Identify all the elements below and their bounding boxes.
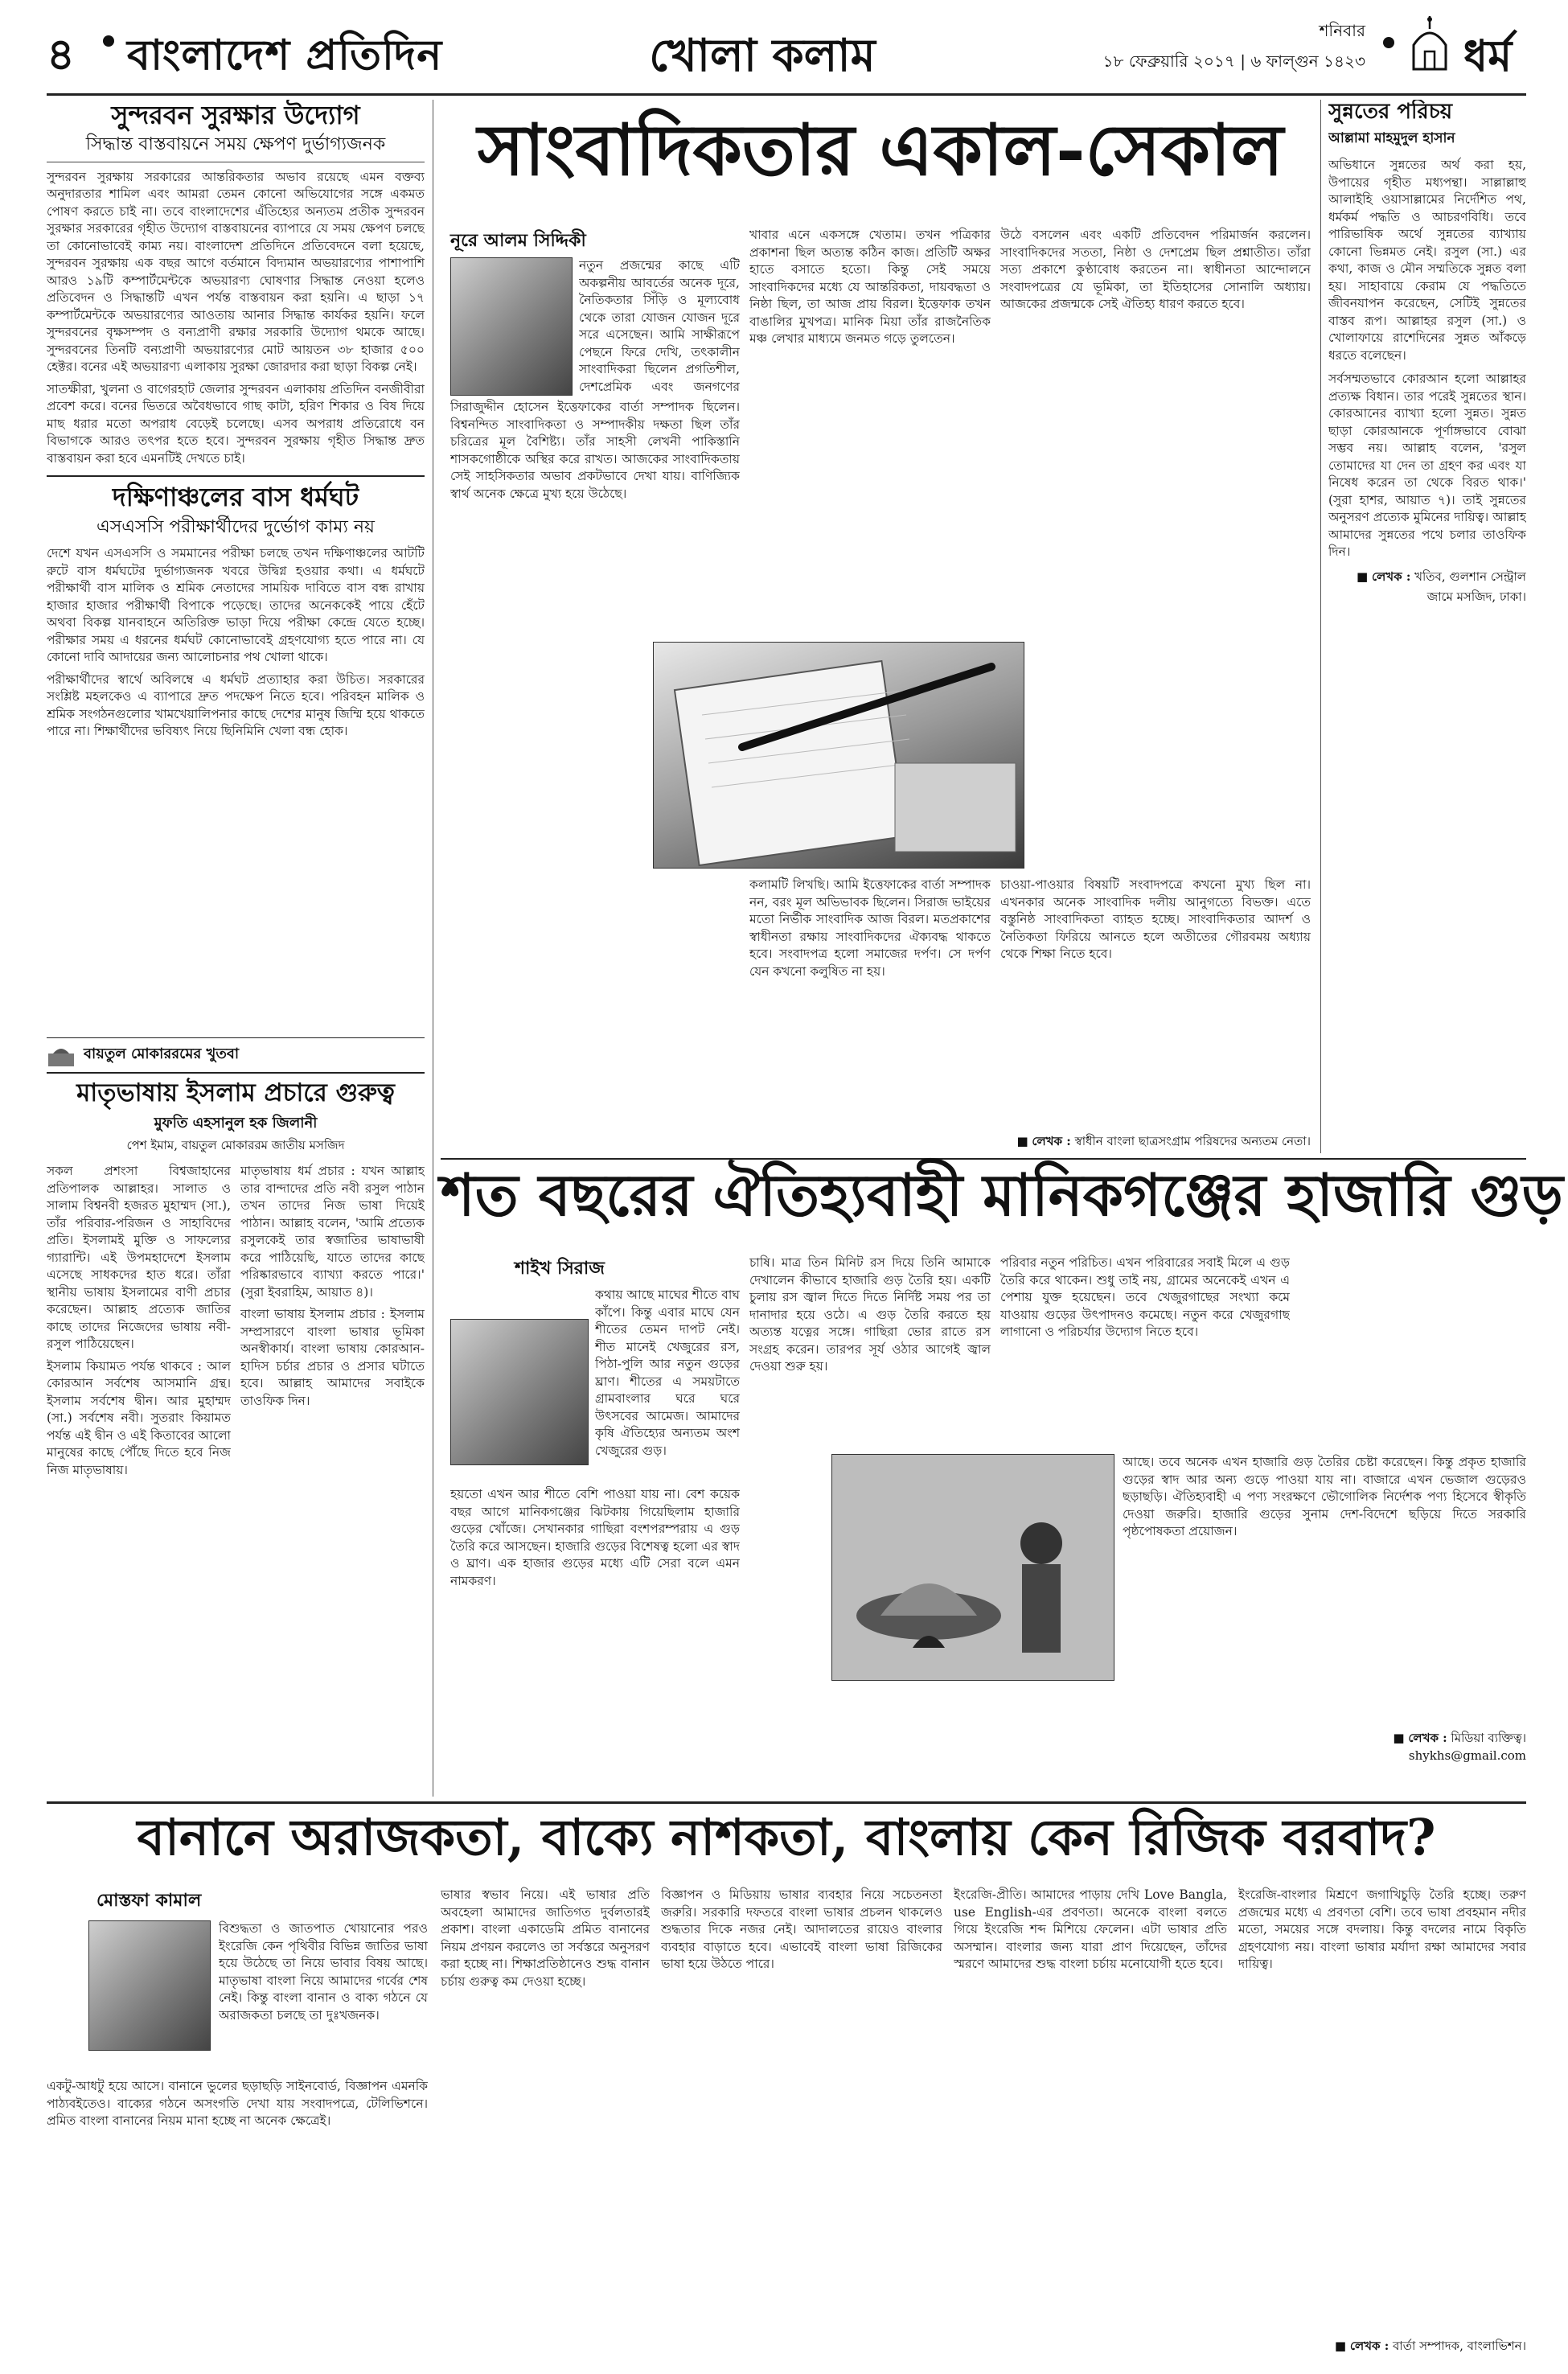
journalism-author: নূরে আলম সিদ্দিকী xyxy=(450,230,586,251)
sundarban-subtitle: সিদ্ধান্ত বাস্তবায়নে সময় ক্ষেপণ দুর্ভাগ্যজনক xyxy=(47,133,425,162)
spelling-body-5: ইংরেজি-প্রীতি। আমাদের পাড়ায় দেখি Love Bangla, use English-এর প্রবণতা। অনেকে বাংলা বলতে গিয়ে ইংরেজি শব্দ মিশিয়ে ফেলেন। এটা ভাষার প্রতি অসম্মান। বাংলার জন্য যারা প্রাণ দিয়েছেন, তাঁদের স্মরণে আমাদের শুদ্ধ বাংলা চর্চায় মনোযোগী হতে হবে। xyxy=(954,1887,1227,1971)
jaggery-author: শাইখ সিরাজ xyxy=(515,1258,605,1279)
credit-label: লেখক : xyxy=(1032,1134,1071,1148)
bus-strike-title: দক্ষিণাঞ্চলের বাস ধর্মঘট xyxy=(112,482,359,513)
journalism-body-1: নতুন প্রজন্মের কাছে এটি অকল্পনীয় আবর্তের অনেক দূরে, নৈতিকতার সিঁড়ি ও মূল্যবোধ থেকে তারা যোজন যোজন দূরে সরে এসেছেন। আমি সাক্ষীরূপে পেছনে ফিরে দেখি, তৎকালীন সাংবাদিকরা ছিলেন প্রগতিশীল, দেশপ্রেমিক এবং জনগণের xyxy=(579,258,740,394)
credit-label: লেখক : xyxy=(1372,569,1411,584)
sunnat-body-1: অভিধানে সুন্নতের অর্থ করা হয়, উপায়ের গৃহীত মধ্যপন্থা। সাল্লাল্লাহু আলাইহি ওয়াসাল্লামের নির্দেশিত পথ, ধর্মকর্ম পদ্ধতি ও আচরণবিধি। তবে পারিভাষিক অর্থে সুন্নতের ব্যাখ্যায় কোনো ভিন্নমত নেই। রসুল (সা.) এর কথা, কাজ ও মৌন সম্মতিকে সুন্নত বলা হয়। সাহাবায়ে কেরাম যে পদ্ধতিতে জীবনযাপন করেছেন, সেটিই সুন্নতের বাস্তব রূপ। আল্লাহর রসুল (সা.) ও খোলাফায়ে রাশেদিনের সুন্নত আঁকড়ে ধরতে বলেছেন। xyxy=(1328,158,1526,363)
jaggery-making-photo xyxy=(831,1454,1114,1681)
jaggery-body-4: পরিবার নতুন পরিচিত। এখন পরিবারের সবাই মিলে এ গুড় তৈরি করে থাকেন। শুধু তাই নয়, গ্রামের অনেকেই এখন এ পেশায় যুক্ত হয়েছেন। তবে খেজুরগাছের সংখ্যা কমে যাওয়ায় গুড়ের উৎপাদনও কমেছে। নতুন করে খেজুরগাছ লাগানো ও পরিচর্যার উদ্যোগ নিতে হবে। xyxy=(1000,1255,1290,1339)
credit-text: স্বাধীন বাংলা ছাত্রসংগ্রাম পরিষদের অন্যতম নেতা। xyxy=(1074,1134,1311,1148)
khutba-rule xyxy=(47,1037,425,1038)
bus-strike-body: দেশে যখন এসএসসি ও সমমানের পরীক্ষা চলছে তখন দক্ষিণাঞ্চলের আটটি রুটে বাস ধর্মঘটের দুর্ভাগ্যজনক খবরে উদ্বিগ্ন হওয়ার কথা। এ ধর্মঘটে পরীক্ষার্থী বাস মালিক ও শ্রমিক নেতাদের সাময়িক দাবিতে বাস বন্ধ রাখায় হাজার হাজার পরীক্ষার্থী বিপাকে পড়েছে। তাদের অনেককেই পায়ে হেঁটে অথবা বিকল্প যানবাহনে অতিরিক্ত ভাড়া দিয়ে পরীক্ষা কেন্দ্রে যেতে হচ্ছে। পরীক্ষার সময় এ ধরনের ধর্মঘট কোনোভাবেই গ্রহণযোগ্য হতে পারে না। যে কোনো দাবি আদায়ের জন্য আলোচনার পথ খোলা থাকে। xyxy=(47,546,425,665)
khutba-author: মুফতি এহসানুল হক জিলানী xyxy=(154,1115,318,1132)
spelling-body-6: ইংরেজি-বাংলার মিশ্রণে জগাখিচুড়ি তৈরি হচ্ছে। তরুণ প্রজন্মের মধ্যে এ প্রবণতা বেশি। তবে ভাষা প্রবহমান নদীর মতো, সময়ের সঙ্গে বদলায়। কিন্তু বদলের নামে বিকৃতি গ্রহণযোগ্য নয়। বাংলা ভাষার মর্যাদা রক্ষা আমাদের সবার দায়িত্ব। xyxy=(1238,1887,1526,1971)
weekday: শনিবার xyxy=(1319,21,1365,40)
page-number: ৪ xyxy=(47,28,76,80)
bus-strike-body-2: পরীক্ষার্থীদের স্বার্থে অবিলম্বে এ ধর্মঘট প্রত্যাহার করা উচিত। সরকারের সংশ্লিষ্ট মহলকেও এ ব্যাপারে দ্রুত পদক্ষেপ নিতে হবে। পরিবহন মালিক ও শ্রমিক সংগঠনগুলোর খামখেয়ালিপনার কাছে দেশের মানুষ জিম্মি হয়ে থাকতে পারে না। শিক্ষার্থীদের ভবিষ্যৎ নিয়ে ছিনিমিনি খেলা বন্ধ হোক। xyxy=(47,672,425,739)
khutba-body-3: ইসলাম কিয়ামত পর্যন্ত থাকবে : আল কোরআন সর্বশেষ আসমানি গ্রন্থ। ইসলাম সর্বশেষ দ্বীন। আর মুহাম্মদ (সা.) সর্বশেষ নবী। সুতরাং কিয়ামত পর্যন্ত এই দ্বীন ও এই কিতাবের আলো মানুষের কাছে পৌঁছে দিতে হবে নিজ নিজ মাতৃভাষায়। xyxy=(47,1358,231,1477)
credit-marker-icon: ■ xyxy=(1334,2339,1350,2353)
mosque-thumbnail-icon xyxy=(47,1044,76,1066)
credit-text: মিডিয়া ব্যক্তিত্ব। xyxy=(1451,1731,1526,1745)
sundarban-body-2: সাতক্ষীরা, খুলনা ও বাগেরহাট জেলার সুন্দরবন এলাকায় প্রতিদিন বনজীবীরা প্রবেশ করে। বনের ভিতরে অবৈধভাবে গাছ কাটা, হরিণ শিকার ও বিষ দিয়ে মাছ ধরার মতো অপরাধ বেড়েই চলেছে। এসব অপরাধ প্রতিরোধে বন বিভাগকে আরও তৎপর হতে হবে। সুন্দরবন সুরক্ষায় গৃহীত সিদ্ধান্ত দ্রুত বাস্তবায়ন করা হবে এমনটিই দেখতে চাই। xyxy=(47,381,425,466)
khutba-body-4: বাংলা ভাষায় ইসলাম প্রচার : ইসলাম সম্প্রসারণে বাংলা ভাষার ভূমিকা অনস্বীকার্য। বাংলা ভাষায় কোরআন-হাদিস চর্চার প্রচার ও প্রসার ঘটাতে হবে। আল্লাহ আমাদের সবাইকে তাওফিক দিন। xyxy=(240,1307,425,1408)
section-rule xyxy=(47,1801,1526,1804)
sunnat-body-2: সর্বসম্মতভাবে কোরআন হলো আল্লাহর প্রত্যক্ষ বিধান। তার পরেই সুন্নতের স্থান। কোরআনের ব্যাখ্যা হলো সুন্নত। সুন্নত ছাড়া কোরআনকে পূর্ণাঙ্গভাবে বোঝা সম্ভব নয়। আল্লাহ বলেন, 'রসুল তোমাদের যা দেন তা গ্রহণ কর এবং যা নিষেধ করেন তা থেকে বিরত থাক।' (সুরা হাশর, আয়াত ৭)। তাই সুন্নতের অনুসরণ প্রত্যেক মুমিনের দায়িত্ব। আল্লাহ আমাদের সুন্নতের পথে চলার তাওফিক দিন। xyxy=(1328,372,1526,560)
credit-text: খতিব, গুলশান সেন্ট্রাল জামে মসজিদ, ঢাকা। xyxy=(1414,569,1526,604)
khutba-body-1: সকল প্রশংসা বিশ্বজাহানের প্রতিপালক আল্লাহর। সালাত ও সালাম বিশ্বনবী হজরত মুহাম্মদ (সা.), তাঁর পরিবার-পরিজন ও সাহাবিদের প্রতি। ইসলামই মুক্তি ও সাফল্যের গ্যারান্টি। এই উপমহাদেশে ইসলাম এসেছে সাধকদের হাত ধরে। তাঁরা স্থানীয় ভাষায় ইসলামের বাণী প্রচার করেছেন। আল্লাহ প্রত্যেক জাতির কাছে তাদের নিজেদের ভাষায় নবী-রসুল পাঠিয়েছেন। xyxy=(47,1164,231,1352)
sunnat-title: সুন্নতের পরিচয় xyxy=(1328,100,1453,124)
religion-section-label: ধর্ম xyxy=(1463,30,1513,81)
author-photo xyxy=(88,1920,211,2051)
credit-label: লেখক : xyxy=(1408,1731,1447,1745)
credit-text: বার্তা সম্পাদক, বাংলাভিশন। xyxy=(1393,2339,1526,2353)
sundarban-editorial xyxy=(47,100,425,1033)
column-divider xyxy=(1320,100,1321,1153)
sunnat-author: আল্লামা মাহমুদুল হাসান xyxy=(1328,130,1455,147)
paper-name: বাংলাদেশ প্রতিদিন xyxy=(127,31,443,80)
journalism-body-4: উঠে বসলেন এবং একটি প্রতিবেদন পরিমার্জন করলেন। সাংবাদিকদের সততা, নিষ্ঠা ও দেশপ্রেম ছিল প্রশ্নাতীত। তাঁরা সত্য প্রকাশে কুণ্ঠাবোধ করতেন না। স্বাধীনতা আন্দোলনে সংবাদপত্রের যে ভূমিকা, তা ইতিহাসের সোনালি অধ্যায়। আজকের প্রজন্মকে সেই ঐতিহ্য ধারণ করতে হবে। xyxy=(1000,228,1311,311)
jaggery-body-2: হয়তো এখন আর শীতে বেশি পাওয়া যায় না। বেশ কয়েক বছর আগে মানিকগঞ্জের ঝিটকায় গিয়েছিলাম হাজারি গুড়ের খোঁজে। সেখানকার গাছিরা বংশপরম্পরায় এ গুড় তৈরি করে আসছেন। হাজারি গুড়ের বিশেষত্ব হলো এর স্বাদ ও ঘ্রাণ। এক হাজার গুড়ের মধ্যে এটি সেরা বলে এমন নামকরণ। xyxy=(450,1487,740,1588)
spelling-credit xyxy=(1238,2337,1526,2357)
section-title: খোলা কলাম xyxy=(649,29,876,82)
mosque-icon xyxy=(1406,14,1454,71)
spelling-author: মোস্তফা কামাল xyxy=(96,1890,202,1911)
sundarban-body: সুন্দরবন সুরক্ষায় সরকারের আন্তরিকতার অভাব রয়েছে এমন বক্তব্য অনুদারতার শামিল এবং আমরা তেমন কোনো অভিযোগের সঙ্গে একমত পোষণ করতে চাই না। তবে বাংলাদেশের এঁতিহ্যের অন্যতম প্রতীক সুন্দরবন সুরক্ষার সরকারের গৃহীত উদ্যোগ বাস্তবায়নের ব্যাপারে যে সময় ক্ষেপণ চলছে তা কোনোভাবেই কাম্য নয়। বাংলাদেশ প্রতিদিনে প্রতিবেদনে বলা হয়েছে, সুন্দরবন সুরক্ষায় এক বছর আগে বর্তমানে বিদ্যমান অভয়ারণ্যের পাশাপাশি আরও ১৯টি কম্পার্টমেন্টকে অভয়ারণ্য ঘোষণার সিদ্ধান্ত নেওয়া হলেও প্রতিবেদন ও সিদ্ধান্তটি এখন পর্যন্ত বাস্তবায়ন করা হয়নি। এ ছাড়া ১৭ কম্পার্টমেন্টকে অভয়ারণ্যের আওতায় আনার সিদ্ধান্ত কার্যকর হয়নি। ফলে সুন্দরবনের বৃক্ষসম্পদ ও বন্যপ্রাণী রক্ষার সরকারি উদ্যোগ থমকে আছে। সুন্দরবনের তিনটি বন্যপ্রাণী অভয়ারণ্যের মোট আয়তন ৩৮ হাজার ৫০০ হেক্টর। বনের এই অভয়ারণ্য এলাকায় সুরক্ষা জোরদার করা ছাড়া বিকল্প নেই। xyxy=(47,169,425,375)
sunnat-article xyxy=(1328,100,1526,1153)
author-photo xyxy=(450,257,573,396)
bullet-icon xyxy=(1383,37,1394,48)
journalism-body-3: খাবার এনে একসঙ্গে খেতাম। তখন পত্রিকার প্রকাশনা ছিল অত্যন্ত কঠিন কাজ। প্রতিটি অক্ষর হাতে বসাতে হতো। কিন্তু সেই সময়ে সাংবাদিকদের মধ্যে যে আন্তরিকতা, দায়বদ্ধতা ও নিষ্ঠা ছিল, তা আজ প্রায় বিরল। ইত্তেফাক তখন বাঙালির মুখপত্র। মানিক মিয়া তাঁর রাজনৈতিক মঞ্চ লেখার মাধ্যমে জনমত গড়ে তুলতেন। xyxy=(749,228,991,346)
jaggery-body-3: চাষি। মাত্র তিন মিনিট রস দিয়ে তিনি আমাকে দেখালেন কীভাবে হাজারি গুড় তৈরি হয়। একটি চুলায় রস জ্বাল দিতে দিতে নির্দিষ্ট সময় পর তা দানাদার হয়ে ওঠে। এ গুড় তৈরি করতে হয় অত্যন্ত যত্নের সঙ্গে। গাছিরা ভোর রাতে রস সংগ্রহ করেন। তারপর সূর্য ওঠার আগেই জ্বাল দেওয়া শুরু হয়। xyxy=(749,1255,991,1374)
journalism-body-2: সিরাজুদ্দীন হোসেন ইত্তেফাকের বার্তা সম্পাদক ছিলেন। বিশ্বনন্দিত সাংবাদিকতা ও সম্পাদকীয় দক্ষতা ছিল তাঁর চরিত্রের মূল বৈশিষ্ট্য। তাঁর সাহসী লেখনী পাকিস্তানি শাসকগোষ্ঠীকে অস্থির করে রাখত। আজকের সাংবাদিকতায় সেই সাহসিকতার অভাব প্রকটভাবে দেখা যায়। বাণিজ্যিক স্বার্থ অনেক ক্ষেত্রে মুখ্য হয়ে উঠেছে। xyxy=(450,400,740,501)
spelling-body-1: বিশুদ্ধতা ও জাতপাত খোয়ানোর পরও ইংরেজি কেন পৃথিবীর বিভিন্ন জাতির ভাষা হয়ে উঠেছে তা নিয়ে ভাবার বিষয় আছে। মাতৃভাষা বাংলা নিয়ে আমাদের গর্বের শেষ নেই। কিন্তু বাংলা বানান ও বাক্য গঠনে যে অরাজকতা চলছে তা দুঃখজনক। xyxy=(219,1921,428,2023)
khutba-body-2: মাতৃভাষায় ধর্ম প্রচার : যখন আল্লাহ তার বান্দাদের প্রতি নবী রসুল পাঠান তখন তাদের নিজ ভাষা দিয়েই পাঠান। আল্লাহ বলেন, 'আমি প্রত্যেক রসুলকেই তার স্বজাতির ভাষাভাষী করে পাঠিয়েছি, যাতে তাদের কাছে পরিষ্কারভাবে ব্যাখ্যা করতে পারে।' (সুরা ইবরাহিম, আয়াত ৪)। xyxy=(240,1164,425,1300)
jaggery-body-1: কথায় আছে মাঘের শীতে বাঘ কাঁপে। কিন্তু এবার মাঘে যেন শীতের তেমন দাপট নেই। শীত মানেই খেজুরের রস, পিঠা-পুলি আর নতুন গুড়ের ঘ্রাণ। শীতের এ সময়টাতে গ্রামবাংলার ঘরে ঘরে উৎসবের আমেজ। আমাদের কৃষি ঐতিহ্যের অন্যতম অংশ খেজুরের গুড়। xyxy=(595,1288,740,1458)
notebook-pen-photo xyxy=(653,642,1024,869)
author-email: shykhs@gmail.com xyxy=(1408,1748,1526,1763)
jaggery-headline: শত বছরের ঐতিহ্যবাহী মানিকগঞ্জের হাজারি গুড় xyxy=(441,1160,1563,1229)
credit-marker-icon: ■ xyxy=(1016,1134,1032,1148)
sunnat-credit xyxy=(1328,568,1526,608)
section-rule xyxy=(441,1158,1526,1160)
journalism-body-5: কলামটি লিখছি। আমি ইত্তেফাকের বার্তা সম্পাদক নন, বরং মূল অভিভাবক ছিলেন। সিরাজ ভাইয়ের মতো নির্ভীক সাংবাদিক আজ বিরল। মতপ্রকাশের স্বাধীনতা রক্ষায় সাংবাদিকদের ঐক্যবদ্ধ থাকতে হবে। সংবাদপত্র হলো সমাজের দর্পণ। সে দর্পণ যেন কখনো কলুষিত না হয়। xyxy=(749,877,991,979)
spelling-body-4: বিজ্ঞাপন ও মিডিয়ায় ভাষার ব্যবহার নিয়ে সচেতনতা জরুরি। সরকারি দফতরে বাংলা ভাষার প্রচলন থাকলেও শুদ্ধতার দিকে নজর নেই। আদালতের রায়েও বাংলার ব্যবহার বাড়াতে হবে। এভাবেই বাংলা ভাষা রিজিকের ভাষা হয়ে উঠতে পারে। xyxy=(661,1887,942,1971)
spelling-body-3: ভাষার স্বভাব নিয়ে। এই ভাষার প্রতি অবহেলা আমাদের জাতিগত দুর্বলতারই প্রকাশ। বাংলা একাডেমি প্রমিত বানানের নিয়ম প্রণয়ন করলেও তা সর্বস্তরে অনুসরণ করা হচ্ছে না। শিক্ষাপ্রতিষ্ঠানেও শুদ্ধ বানান চর্চায় গুরুত্ব কম দেওয়া হচ্ছে। xyxy=(441,1887,650,1989)
khutba-title: মাতৃভাষায় ইসলাম প্রচারে গুরুত্ব xyxy=(76,1078,395,1107)
credit-marker-icon: ■ xyxy=(1357,569,1372,584)
masthead xyxy=(47,11,1526,92)
author-photo xyxy=(450,1319,589,1465)
journalism-credit xyxy=(1000,1132,1311,1152)
pot-fire-icon xyxy=(832,1455,1114,1680)
date-line: ১৮ ফেব্রুয়ারি ২০১৭ | ৬ ফাল্গুন ১৪২৩ xyxy=(1102,51,1365,71)
bullet-icon xyxy=(103,35,114,47)
spelling-body-2: একটু-আধটু হয়ে আসে। বানানে ভুলের ছড়াছড়ি সাইনবোর্ড, বিজ্ঞাপন এমনকি পাঠ্যবইতেও। বাক্যের গঠনে অসংগতি দেখা যায় সংবাদপত্রে, টেলিভিশনে। প্রমিত বাংলা বানানের নিয়ম মানা হচ্ছে না অনেক ক্ষেত্রেই। xyxy=(47,2079,428,2128)
journalism-headline: সাংবাদিকতার একাল-সেকাল xyxy=(477,108,1284,191)
jaggery-body-5: আছে। তবে অনেক এখন হাজারি গুড় তৈরির চেষ্টা করেছেন। কিন্তু প্রকৃত হাজারি গুড়ের স্বাদ আর অন্য গুড়ে পাওয়া যায় না। বাজারে এখন ভেজাল গুড়েরও ছড়াছড়ি। ঐতিহ্যবাহী এ পণ্য সংরক্ষণে ভৌগোলিক নির্দেশক পণ্য হিসেবে স্বীকৃতি দেওয়া জরুরি। হাজারি গুড়ের সুনাম দেশ-বিদেশে ছড়িয়ে দিতে সরকারি পৃষ্ঠপোষকতা প্রয়োজন। xyxy=(1123,1455,1526,1538)
journalism-body-6: চাওয়া-পাওয়ার বিষয়টি সংবাদপত্রে কখনো মুখ্য ছিল না। এখনকার অনেক সাংবাদিক দলীয় আনুগত্যে বিভক্ত। এতে বস্তুনিষ্ঠ সাংবাদিকতা ব্যাহত হচ্ছে। সাংবাদিকতার আদর্শ ও নৈতিকতা ফিরিয়ে আনতে হলে অতীতের গৌরবময় অধ্যায় থেকে শিক্ষা নিতে হবে। xyxy=(1000,877,1311,961)
khutba-article xyxy=(47,1042,425,1798)
sundarban-title: সুন্দরবন সুরক্ষার উদ্যোগ xyxy=(111,100,360,130)
khutba-label: বায়তুল মোকাররমের খুতবা xyxy=(84,1045,240,1062)
credit-marker-icon: ■ xyxy=(1393,1731,1409,1745)
masthead-rule xyxy=(47,93,1526,96)
jaggery-credit xyxy=(1206,1729,1526,1749)
pen-icon xyxy=(654,643,1024,868)
khutba-author-title: পেশ ইমাম, বায়তুল মোকাররম জাতীয় মসজিদ xyxy=(126,1138,345,1153)
spelling-headline: বানানে অরাজকতা, বাক্যে নাশকতা, বাংলায় কেন রিজিক বরবাদ? xyxy=(137,1808,1436,1867)
credit-label: লেখক : xyxy=(1349,2339,1389,2353)
bus-strike-subtitle: এসএসসি পরীক্ষার্থীদের দুর্ভোগ কাম্য নয় xyxy=(96,516,375,537)
